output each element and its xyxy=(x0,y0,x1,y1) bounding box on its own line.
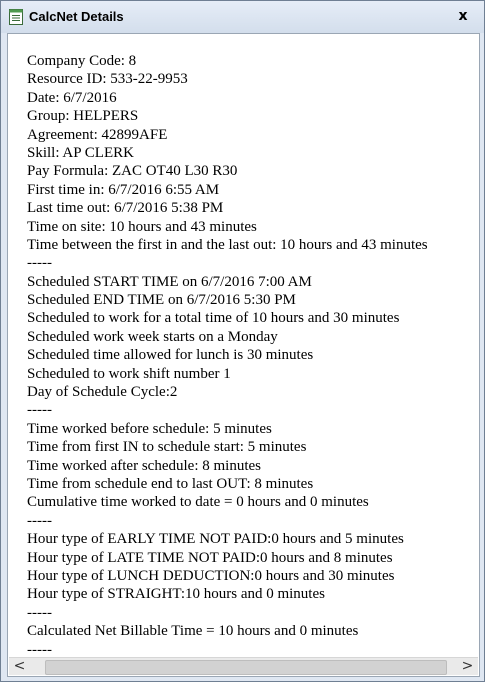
detail-line: Scheduled to work for a total time of 10 hours and 30 minutes xyxy=(27,310,400,327)
detail-line: Scheduled work week starts on a Monday xyxy=(27,328,278,345)
scroll-thumb[interactable] xyxy=(45,660,447,675)
detail-line: Time between the first in and the last out: 10 hours and 43 minutes xyxy=(27,236,428,253)
separator-line: ----- xyxy=(27,604,52,621)
separator-line: ----- xyxy=(27,641,52,658)
detail-line: Time worked after schedule: 8 minutes xyxy=(27,457,261,474)
window-title: CalcNet Details xyxy=(29,9,124,24)
detail-line: Hour type of LUNCH DEDUCTION:0 hours and 30 minutes xyxy=(27,567,395,584)
detail-line: Resource ID: 533-22-9953 xyxy=(27,71,188,88)
detail-line: Agreement: 42899AFE xyxy=(27,126,168,143)
detail-line: Time worked before schedule: 5 minutes xyxy=(27,420,272,437)
separator-line: ----- xyxy=(27,255,52,272)
detail-line: Date: 6/7/2016 xyxy=(27,89,117,106)
document-list-icon xyxy=(9,9,23,25)
horizontal-scrollbar[interactable] xyxy=(9,657,478,675)
detail-line: Scheduled time allowed for lunch is 30 minutes xyxy=(27,347,314,364)
detail-line: Time from schedule end to last OUT: 8 minutes xyxy=(27,475,314,492)
separator-line: ----- xyxy=(27,402,52,419)
detail-line: Hour type of LATE TIME NOT PAID:0 hours and 8 minutes xyxy=(27,549,393,566)
detail-line: Group: HELPERS xyxy=(27,108,139,125)
close-button[interactable]: x xyxy=(458,8,468,24)
scroll-right-icon[interactable]: > xyxy=(461,658,474,674)
detail-line: Hour type of STRAIGHT:10 hours and 0 minutes xyxy=(27,586,325,603)
detail-line: Time from first IN to schedule start: 5 minutes xyxy=(27,439,307,456)
scroll-left-icon[interactable]: < xyxy=(13,658,26,674)
detail-line: Pay Formula: ZAC OT40 L30 R30 xyxy=(27,163,238,180)
detail-line: Scheduled END TIME on 6/7/2016 5:30 PM xyxy=(27,292,296,309)
detail-line: Skill: AP CLERK xyxy=(27,144,134,161)
detail-line: Day of Schedule Cycle:2 xyxy=(27,384,178,401)
detail-line: Company Code: 8 xyxy=(27,53,137,69)
separator-line: ----- xyxy=(27,512,52,529)
title-bar xyxy=(1,1,484,33)
detail-line: Scheduled to work shift number 1 xyxy=(27,365,231,382)
detail-line: Time on site: 10 hours and 43 minutes xyxy=(27,218,257,235)
detail-line: Hour type of EARLY TIME NOT PAID:0 hours and 5 minutes xyxy=(27,531,404,548)
detail-line: First time in: 6/7/2016 6:55 AM xyxy=(27,181,220,198)
details-text xyxy=(27,52,472,662)
detail-line: Scheduled START TIME on 6/7/2016 7:00 AM xyxy=(27,273,312,290)
detail-line: Cumulative time worked to date = 0 hours and 0 minutes xyxy=(27,494,369,511)
detail-line: Last time out: 6/7/2016 5:38 PM xyxy=(27,200,224,217)
details-panel xyxy=(7,33,480,677)
detail-line: Calculated Net Billable Time = 10 hours and 0 minutes xyxy=(27,623,359,640)
